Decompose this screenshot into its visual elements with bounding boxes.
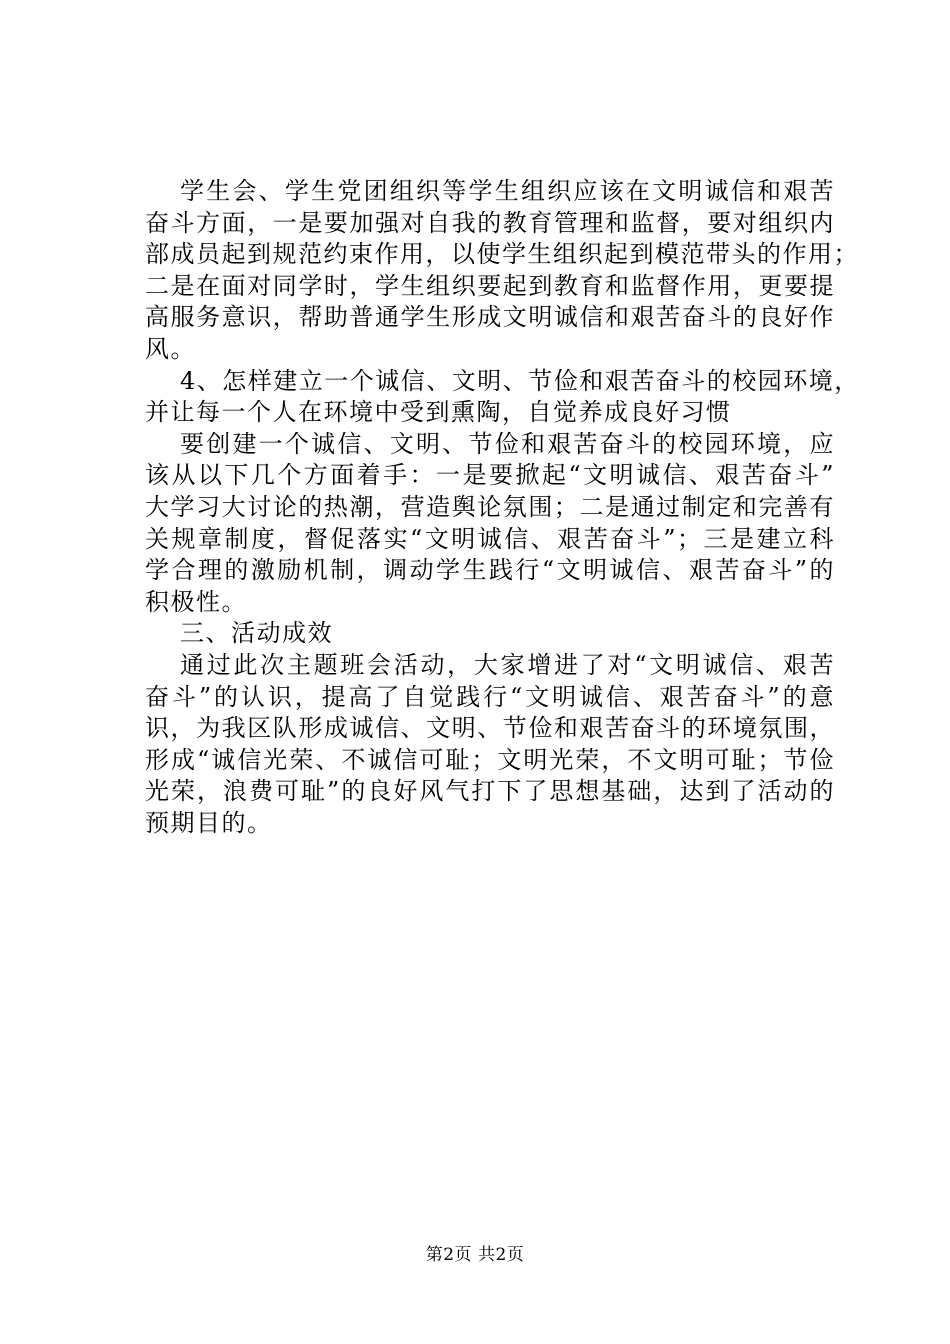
paragraph-line: 奋斗方面，一是要加强对自我的教育管理和监督，要对组织内 [145, 208, 835, 237]
paragraph-line: 预期目的。 [145, 808, 273, 837]
paragraph-line: 二是在面对同学时，学生组织要起到教育和监督作用，更要提 [145, 271, 835, 300]
paragraph-line: 部成员起到规范约束作用，以使学生组织起到模范带头的作用； [145, 240, 859, 269]
page-number-footer: 第2页 共2页 [425, 1245, 525, 1265]
paragraph-line: 关规章制度，督促落实“文明诚信、艰苦奋斗”；三是建立科 [145, 524, 835, 553]
section-heading-line: 4、怎样建立一个诚信、文明、节俭和艰苦奋斗的校园环境， [180, 366, 860, 395]
paragraph-line: 积极性。 [145, 587, 247, 616]
paragraph-line: 高服务意识，帮助普通学生形成文明诚信和艰苦奋斗的良好作 [145, 303, 835, 332]
section-heading: 三、活动成效 [180, 619, 333, 648]
paragraph-line: 奋斗”的认识，提高了自觉践行“文明诚信、艰苦奋斗”的意 [145, 682, 835, 711]
paragraph-line: 该从以下几个方面着手：一是要掀起“文明诚信、艰苦奋斗” [145, 461, 835, 490]
paragraph-line: 识，为我区队形成诚信、文明、节俭和艰苦奋斗的环境氛围， [145, 714, 835, 743]
paragraph-line: 学合理的激励机制，调动学生践行“文明诚信、艰苦奋斗”的 [145, 556, 835, 585]
paragraph-line: 大学习大讨论的热潮，营造舆论氛围；二是通过制定和完善有 [145, 492, 835, 521]
paragraph-line: 通过此次主题班会活动，大家增进了对“文明诚信、艰苦 [180, 650, 835, 679]
paragraph-line: 形成“诚信光荣、不诚信可耻；文明光荣，不文明可耻；节俭 [145, 745, 835, 774]
paragraph-line: 风。 [145, 334, 196, 363]
section-heading-line: 并让每一个人在环境中受到熏陶，自觉养成良好习惯 [145, 398, 732, 427]
document-body [145, 176, 860, 839]
paragraph-line: 光荣，浪费可耻”的良好风气打下了思想基础，达到了活动的 [145, 777, 835, 806]
paragraph-line: 要创建一个诚信、文明、节俭和艰苦奋斗的校园环境，应 [180, 429, 835, 458]
paragraph-line: 学生会、学生党团组织等学生组织应该在文明诚信和艰苦 [180, 177, 835, 205]
